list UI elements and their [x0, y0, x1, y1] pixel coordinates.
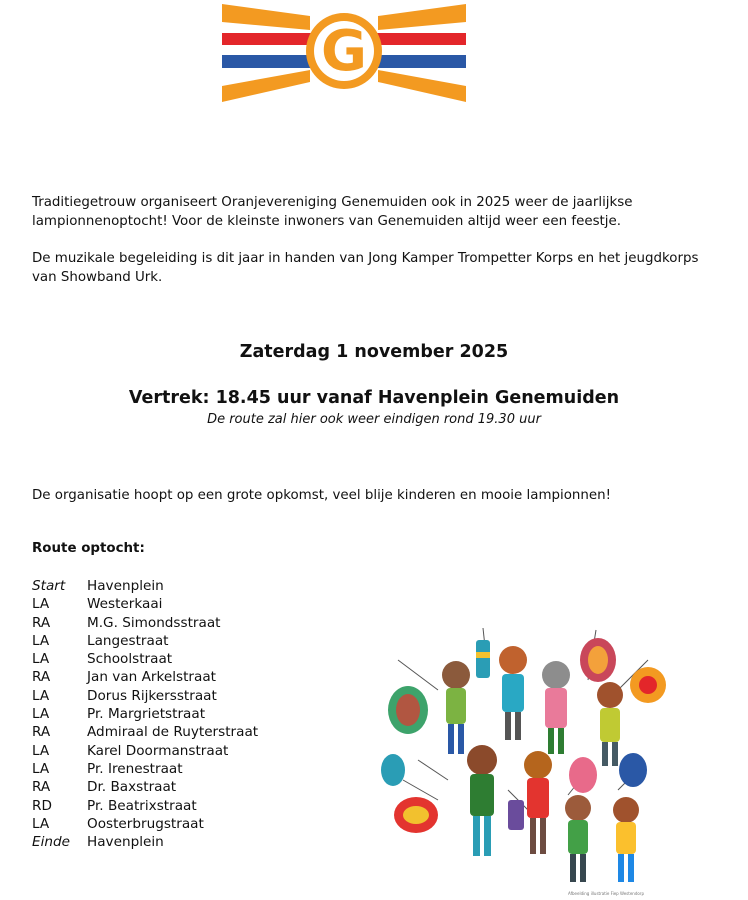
- route-stop: [32, 833, 258, 851]
- route-stop: [32, 723, 258, 741]
- route-stop-street: Pr. Irenestraat: [87, 760, 183, 777]
- route-stop: [32, 760, 258, 778]
- logo-letter: G: [321, 19, 367, 84]
- route-stop-street: Havenplein: [87, 578, 164, 594]
- route-stop-code: LA: [32, 632, 50, 649]
- route-list: [32, 577, 258, 851]
- route-stop: [32, 632, 258, 650]
- route-stop: [32, 687, 258, 705]
- event-departure: Vertrek: 18.45 uur vanaf Havenplein Genemuiden: [128, 388, 620, 408]
- route-stop-code: RD: [32, 797, 52, 814]
- route-stop-street: Pr. Margrietstraat: [87, 706, 206, 723]
- illustration-credit: Afbeelding illustratie Fiep Westendorp: [568, 891, 644, 896]
- route-stop-code: LA: [32, 742, 50, 759]
- route-stop-street: Oosterbrugstraat: [87, 815, 204, 832]
- route-stop: [32, 614, 258, 632]
- route-stop: [32, 577, 258, 595]
- route-stop-code: Start: [32, 578, 66, 594]
- route-stop-street: Westerkaai: [87, 596, 163, 613]
- closing-text: De organisatie hoopt op een grote opkomst, veel blije kinderen en mooie lampionnen!: [32, 488, 611, 503]
- route-stop-code: LA: [32, 651, 50, 668]
- route-stop-code: LA: [32, 687, 50, 704]
- route-stop-code: RA: [32, 614, 51, 631]
- route-stop-code: LA: [32, 596, 50, 613]
- route-stop-street: Schoolstraat: [87, 651, 173, 668]
- route-stop: [32, 650, 258, 668]
- route-title: Route optocht:: [32, 541, 145, 556]
- intro-paragraph-2: De muzikale begeleiding is dit jaar in handen van Jong Kamper Trompetter Korps en het jeugdkorps van Showband Urk.: [32, 251, 699, 285]
- route-stop-code: LA: [32, 760, 50, 777]
- route-stop-code: LA: [32, 815, 50, 832]
- intro-paragraph-1: Traditiegetrouw organiseert Oranjevereniging Genemuiden ook in 2025 weer de jaarlijkse lampionnenoptocht! Voor de kleinste inwoners van Genemuiden altijd weer een feestje.: [32, 195, 633, 229]
- route-end-note: De route zal hier ook weer eindigen rond 19.30 uur: [207, 412, 541, 427]
- route-stop-street: Pr. Beatrixstraat: [87, 797, 197, 814]
- route-stop-street: Admiraal de Ruyterstraat: [87, 724, 259, 741]
- route-stop-street: Havenplein: [87, 834, 164, 851]
- route-stop-street: Dr. Baxstraat: [87, 779, 177, 796]
- route-stop: [32, 595, 258, 613]
- route-stop-code: RA: [32, 669, 51, 686]
- event-date: Zaterdag 1 november 2025: [239, 342, 509, 362]
- route-stop: [32, 705, 258, 723]
- route-stop: [32, 797, 258, 815]
- oranjevereniging-logo: [214, 2, 474, 104]
- route-stop-street: Dorus Rijkersstraat: [87, 687, 217, 704]
- route-stop-street: Karel Doormanstraat: [87, 742, 229, 759]
- route-stop-code: RA: [32, 724, 51, 741]
- route-stop: [32, 668, 258, 686]
- route-stop: [32, 815, 258, 833]
- route-stop-code: LA: [32, 706, 50, 723]
- route-stop: [32, 778, 258, 796]
- route-stop-code: Einde: [32, 834, 70, 851]
- children-lanterns-illustration: [378, 620, 678, 900]
- route-stop-code: RA: [32, 779, 51, 796]
- route-stop-street: M.G. Simondsstraat: [87, 614, 221, 631]
- route-stop-street: Langestraat: [87, 632, 169, 649]
- route-stop-street: Jan van Arkelstraat: [87, 669, 216, 686]
- route-stop: [32, 742, 258, 760]
